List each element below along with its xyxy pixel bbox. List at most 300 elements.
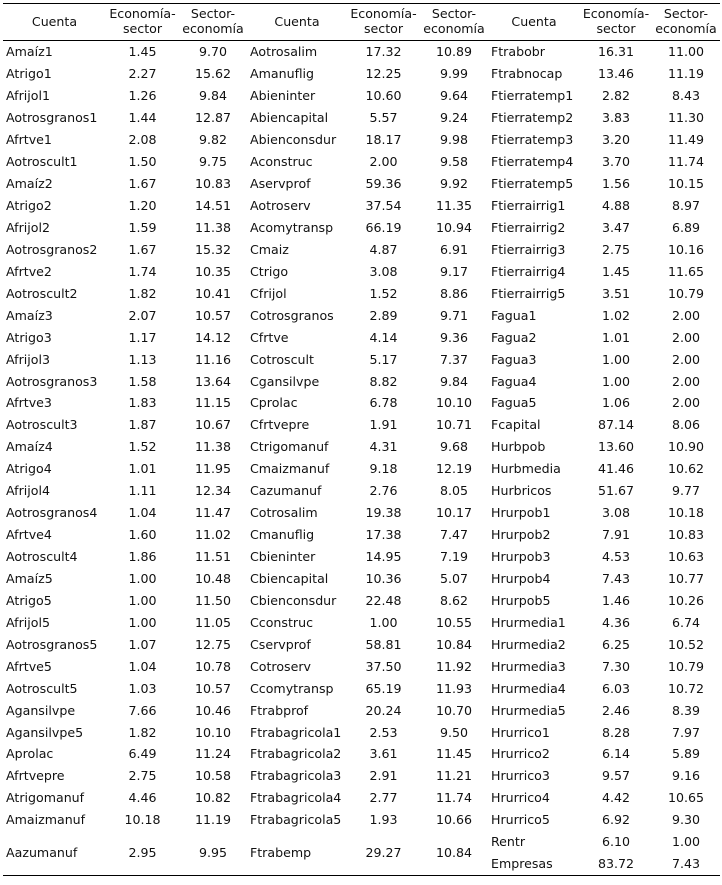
cuenta-cell: Cgansilvpe [250,373,320,389]
table-row [3,809,720,831]
economia-sector-cell: 1.03 [128,680,157,696]
economia-sector-cell: 22.48 [365,592,402,608]
sector-economia-cell: 9.82 [198,132,228,148]
sector-economia-cell: 9.16 [671,768,701,784]
economia-sector-cell: 1.44 [128,110,157,126]
sector-economia-cell: 10.90 [667,439,705,455]
sector-economia-cell: 11.47 [194,505,232,521]
cuenta-cell: Cazumanuf [250,483,322,499]
table-row [3,546,720,568]
header-cuenta: Cuenta [247,4,347,41]
economia-sector-cell: 7.30 [601,658,631,674]
table-row [3,568,720,590]
economia-sector-cell: 4.36 [601,614,631,630]
cuenta-cell: Ftierratemp2 [491,110,574,126]
sector-economia-cell: 8.05 [439,483,469,499]
sector-economia-cell: 8.97 [671,198,701,214]
cuenta-cell: Amaíz3 [6,307,53,323]
cuenta-cell: Afrtve5 [6,658,52,674]
sector-economia-cell: 10.41 [194,285,232,301]
sector-economia-cell: 11.24 [194,746,232,762]
sector-economia-cell: 10.18 [667,505,705,521]
economia-sector-cell: 1.46 [601,592,631,608]
economia-sector-cell: 1.52 [369,285,398,301]
cuenta-cell: Afrijol1 [6,88,50,104]
sector-economia-cell: 12.19 [435,461,473,477]
sector-economia-cell: 9.17 [439,263,469,279]
sector-economia-cell: 5.07 [439,570,469,586]
economia-sector-cell: 3.08 [369,263,398,279]
sector-economia-cell: 10.78 [194,658,232,674]
economia-sector-cell: 6.10 [601,833,631,849]
economia-sector-cell: 59.36 [365,176,402,192]
cuenta-cell: Fagua1 [491,307,537,323]
table-row [3,502,720,524]
cuenta-cell: Hrurpob1 [491,505,551,521]
sector-economia-cell: 10.79 [667,285,705,301]
cuenta-cell: Agansilvpe [6,702,76,718]
economia-sector-cell: 8.28 [601,724,631,740]
economia-sector-cell: 13.46 [597,66,635,82]
header-economia-sector: Economía- sector [106,4,179,41]
sector-economia-cell: 9.30 [671,812,701,828]
economia-sector-cell: 1.07 [128,636,157,652]
table-row [3,677,720,699]
sector-economia-cell: 5.89 [671,746,701,762]
economia-sector-cell: 6.49 [128,746,157,762]
sector-economia-cell: 10.16 [667,241,705,257]
sector-economia-cell: 9.98 [439,132,469,148]
economia-sector-cell: 3.70 [601,154,631,170]
cuenta-cell: Cmanuflig [250,527,315,543]
cuenta-cell: Ftrabagricola3 [250,768,342,784]
economia-sector-cell: 1.59 [128,219,157,235]
cuenta-cell: Ctrigo [250,263,289,279]
economia-sector-cell: 1.01 [128,461,157,477]
cuenta-cell: Amaíz2 [6,176,53,192]
economia-sector-cell: 4.87 [369,241,398,257]
cuenta-cell: Abienconsdur [250,132,337,148]
economia-sector-cell: 1.00 [601,373,631,389]
sector-economia-cell: 11.21 [435,768,473,784]
cuenta-cell: Afrtve3 [6,395,52,411]
cuenta-cell: Hrurpob4 [491,570,551,586]
sector-economia-cell: 11.30 [667,110,705,126]
cuenta-cell-stacked [488,831,580,876]
cuenta-cell: Afrijol3 [6,351,50,367]
cuenta-cell: Abiencapital [250,110,329,126]
economia-sector-cell: 2.77 [369,790,398,806]
cuenta-cell: Afrtve1 [6,132,52,148]
sector-economia-cell: 9.84 [439,373,469,389]
economia-sector-cell: 13.60 [597,439,635,455]
economia-sector-cell: 9.57 [601,768,631,784]
cuenta-cell: Aotroscult4 [6,549,78,565]
cuenta-cell: Atrigomanuf [6,790,85,806]
sector-economia-cell: 13.64 [194,373,232,389]
table-row [3,217,720,239]
table-row [3,589,720,611]
cuenta-cell: Cfrtve [250,329,289,345]
economia-sector-cell: 20.24 [365,702,402,718]
cuenta-cell: Cotrosgranos [250,307,334,323]
economia-sector-cell: 3.61 [369,746,398,762]
results-table-container [3,3,720,876]
economia-sector-cell: 1.60 [128,527,157,543]
cuenta-cell: Cbiencapital [250,570,329,586]
cuenta-cell: Afrijol5 [6,614,50,630]
cuenta-cell: Amaíz5 [6,570,53,586]
sector-economia-cell: 10.26 [667,592,705,608]
sector-economia-cell: 8.06 [671,417,701,433]
economia-sector-cell: 83.72 [597,855,635,871]
economia-sector-cell: 1.04 [128,505,157,521]
economia-sector-cell: 1.00 [601,351,631,367]
economia-sector-cell: 3.83 [601,110,631,126]
table-row [3,721,720,743]
economia-sector-cell: 1.86 [128,549,157,565]
table-row [3,85,720,107]
economia-sector-cell: 65.19 [365,680,402,696]
cuenta-cell: Hrurpob3 [491,549,551,565]
sector-economia-cell: 7.19 [439,549,469,565]
economia-sector-cell: 4.14 [369,329,398,345]
cuenta-cell: Aprolac [6,746,54,762]
sector-economia-cell: 8.39 [671,702,701,718]
table-row [3,282,720,304]
sector-economia-cell: 10.35 [194,263,232,279]
table-row [3,655,720,677]
economia-sector-cell: 6.03 [601,680,631,696]
sector-economia-cell: 11.00 [667,44,705,60]
sector-economia-cell: 11.45 [435,746,473,762]
cuenta-cell: Cfrtvepre [250,417,310,433]
cuenta-cell: Aazumanuf [3,831,106,876]
cuenta-cell: Ftrabprof [250,702,309,718]
header-sector-economia: Sector- economía [420,4,488,41]
sector-economia-cell: 10.57 [194,680,232,696]
sector-economia-cell: 7.37 [439,351,469,367]
sector-economia-cell: 10.57 [194,307,232,323]
table-row [3,743,720,765]
sector-economia-cell: 12.34 [194,483,232,499]
cuenta-cell: Ctrigomanuf [250,439,329,455]
table-row [3,831,720,876]
sector-economia-cell: 14.51 [194,198,232,214]
sector-economia-cell: 11.92 [435,658,473,674]
cuenta-cell: Cbieninter [250,549,316,565]
cuenta-cell: Cotroserv [250,658,311,674]
economia-sector-cell: 19.38 [365,505,402,521]
table-row [3,633,720,655]
economia-sector-cell: 2.46 [601,702,631,718]
table-row [3,370,720,392]
cuenta-cell: Ccomytransp [250,680,334,696]
cuenta-cell: Cmaizmanuf [250,461,330,477]
cuenta-cell: Ftrabagricola5 [250,812,342,828]
results-table [3,3,720,876]
cuenta-cell: Cotroscult [250,351,314,367]
table-row [3,107,720,129]
economia-sector-cell: 2.91 [369,768,398,784]
economia-sector-cell: 1.45 [128,44,157,60]
economia-sector-cell: 3.51 [601,285,631,301]
cuenta-cell: Hurbpob [491,439,546,455]
economia-sector-cell: 3.47 [601,219,631,235]
economia-sector-cell: 1.01 [601,329,631,345]
sector-economia-cell: 10.10 [194,724,232,740]
economia-sector-cell: 6.25 [601,636,631,652]
sector-economia-cell: 11.74 [667,154,705,170]
sector-economia-cell: 11.35 [435,198,473,214]
table-row [3,765,720,787]
table-row [3,41,720,63]
economia-sector-cell: 66.19 [365,219,402,235]
sector-economia-cell: 10.10 [435,395,473,411]
economia-sector-cell: 1.67 [128,241,157,257]
sector-economia-cell: 10.71 [435,417,473,433]
cuenta-cell: Ftrabagricola1 [250,724,342,740]
economia-sector-cell: 5.17 [369,351,398,367]
cuenta-cell: Hrurrico4 [491,790,550,806]
sector-economia-cell: 10.55 [435,614,473,630]
sector-economia-cell: 9.84 [198,88,228,104]
table-row [3,611,720,633]
cuenta-cell: Atrigo1 [6,66,52,82]
sector-economia-cell: 12.75 [194,636,232,652]
cuenta-cell: Hrurrico2 [491,746,550,762]
sector-economia-cell: 11.93 [435,680,473,696]
sector-economia-cell: 11.51 [194,549,232,565]
economia-sector-cell: 17.38 [365,527,402,543]
cuenta-cell: Ftrabagricola4 [250,790,342,806]
sector-economia-cell: 9.75 [198,154,228,170]
cuenta-cell: Fcapital [491,417,541,433]
cuenta-cell: Ftierrairrig2 [491,219,566,235]
economia-sector-cell: 1.82 [128,285,157,301]
economia-sector-cell: 51.67 [597,483,635,499]
sector-economia-cell: 11.38 [194,219,232,235]
cuenta-cell: Ftierratemp4 [491,154,574,170]
cuenta-cell: Ftierratemp3 [491,132,574,148]
sector-economia-cell: 7.47 [439,527,469,543]
sector-economia-cell: 2.00 [671,373,701,389]
economia-sector-cell: 4.53 [601,549,631,565]
economia-sector-cell: 1.00 [369,614,398,630]
table-row [3,458,720,480]
cuenta-cell: Afrtve2 [6,263,52,279]
economia-sector-cell: 1.17 [128,329,157,345]
sector-economia-cell: 10.65 [667,790,705,806]
economia-sector-cell: 1.06 [601,395,631,411]
cuenta-cell: Rentr [491,833,526,849]
cuenta-cell: Aotrosgranos3 [6,373,98,389]
cuenta-cell: Atrigo2 [6,198,52,214]
cuenta-cell: Hrurpob5 [491,592,551,608]
economia-sector-cell: 41.46 [597,461,635,477]
cuenta-cell: Afrtvepre [6,768,65,784]
cuenta-cell: Ftierratemp5 [491,176,574,192]
cuenta-cell: Aconstruc [250,154,313,170]
economia-sector-cell: 2.82 [601,88,631,104]
sector-economia-cell: 10.17 [435,505,473,521]
sector-economia-cell: 10.63 [667,549,705,565]
cuenta-cell: Cbienconsdur [250,592,337,608]
economia-sector-cell: 2.75 [601,241,631,257]
cuenta-cell: Fagua3 [491,351,537,367]
economia-sector-cell: 10.36 [365,570,402,586]
economia-sector-cell: 1.87 [128,417,157,433]
economia-sector-cell: 37.50 [365,658,402,674]
sector-economia-cell: 10.70 [435,702,473,718]
economia-sector-cell: 1.11 [128,483,157,499]
economia-sector-cell: 1.04 [128,658,157,674]
table-row [3,129,720,151]
cuenta-cell: Hrurrico3 [491,768,550,784]
sector-economia-cell: 9.99 [439,66,469,82]
cuenta-cell: Cfrijol [250,285,287,301]
economia-sector-cell: 2.89 [369,307,398,323]
economia-sector-cell: 18.17 [365,132,402,148]
sector-economia-cell: 10.67 [194,417,232,433]
table-row [3,195,720,217]
table-row [3,63,720,85]
table-row [3,787,720,809]
cuenta-cell: Afrijol2 [6,219,50,235]
sector-economia-cell: 10.94 [435,219,473,235]
cuenta-cell: Hrurmedia5 [491,702,566,718]
cuenta-cell: Aotroscult3 [6,417,78,433]
economia-sector-cell: 1.50 [128,154,157,170]
cuenta-cell: Amaíz4 [6,439,53,455]
cuenta-cell: Amaizmanuf [6,812,86,828]
sector-economia-cell: 10.79 [667,658,705,674]
economia-sector-cell: 7.66 [128,702,157,718]
cuenta-cell: Cprolac [250,395,298,411]
economia-sector-cell: 1.13 [128,351,157,367]
sector-economia-cell: 11.95 [194,461,232,477]
economia-sector-cell: 1.52 [128,439,157,455]
cuenta-cell: Empresas [491,855,553,871]
table-row [3,699,720,721]
economia-sector-cell: 17.32 [365,44,402,60]
sector-economia-cell: 10.84 [435,636,473,652]
economia-sector-cell: 1.56 [601,176,631,192]
sector-economia-cell: 9.58 [439,154,469,170]
economia-sector-cell: 10.18 [124,812,161,828]
economia-sector-cell: 7.91 [601,527,631,543]
sector-economia-cell: 10.77 [667,570,705,586]
sector-economia-cell: 10.46 [194,702,232,718]
economia-sector-cell: 1.26 [128,88,157,104]
economia-sector-cell: 1.74 [128,263,157,279]
sector-economia-cell: 9.50 [439,724,469,740]
sector-economia-cell: 11.19 [194,812,232,828]
cuenta-cell: Hrurmedia2 [491,636,566,652]
sector-economia-cell: 10.84 [420,831,488,876]
sector-economia-cell: 8.62 [439,592,469,608]
cuenta-cell: Cotrosalim [250,505,318,521]
economia-sector-cell: 9.18 [369,461,398,477]
table-body [3,41,720,876]
cuenta-cell: Amanuflig [250,66,314,82]
economia-sector-cell: 1.82 [128,724,157,740]
cuenta-cell: Aotrosgranos2 [6,241,98,257]
economia-sector-cell: 1.91 [369,417,398,433]
cuenta-cell: Hrurpob2 [491,527,551,543]
economia-sector-cell: 58.81 [365,636,402,652]
sector-economia-cell: 11.19 [667,66,705,82]
cuenta-cell: Ftrabobr [491,44,545,60]
sector-economia-cell: 2.00 [671,395,701,411]
table-row [3,238,720,260]
cuenta-cell: Ftrabemp [247,831,347,876]
cuenta-cell: Ftrabnocap [491,66,563,82]
economia-sector-cell: 2.75 [128,768,157,784]
cuenta-cell: Hurbricos [491,483,552,499]
table-row [3,173,720,195]
table-row [3,436,720,458]
economia-sector-cell: 14.95 [365,549,402,565]
economia-sector-cell: 2.07 [128,307,157,323]
cuenta-cell: Ftierrairrig1 [491,198,566,214]
economia-sector-cell: 6.92 [601,812,631,828]
economia-sector-cell: 4.46 [128,790,157,806]
sector-economia-cell: 10.52 [667,636,705,652]
sector-economia-cell: 11.15 [194,395,232,411]
header-sector-economia: Sector- economía [652,4,720,41]
sector-economia-cell: 11.50 [194,592,232,608]
sector-economia-cell: 2.00 [671,307,701,323]
sector-economia-cell: 9.77 [671,483,701,499]
sector-economia-cell: 10.72 [667,680,705,696]
sector-economia-cell: 9.24 [439,110,469,126]
sector-economia-cell: 10.83 [194,176,232,192]
cuenta-cell: Cservprof [250,636,311,652]
table-row [3,151,720,173]
sector-economia-cell: 14.12 [194,329,232,345]
cuenta-cell: Aotrosalim [250,44,318,60]
sector-economia-cell: 2.00 [671,329,701,345]
economia-sector-cell: 12.25 [365,66,402,82]
cuenta-cell: Aotroscult2 [6,285,78,301]
cuenta-cell: Fagua2 [491,329,537,345]
cuenta-cell: Atrigo5 [6,592,52,608]
economia-sector-cell: 2.00 [369,154,398,170]
sector-economia-cell: 9.70 [198,44,228,60]
cuenta-cell: Cconstruc [250,614,313,630]
cuenta-cell: Ftrabagricola2 [250,746,342,762]
cuenta-cell: Hurbmedia [491,461,561,477]
table-row [3,392,720,414]
economia-sector-cell: 3.08 [601,505,631,521]
economia-sector-cell: 1.58 [128,373,157,389]
cuenta-cell: Abieninter [250,88,316,104]
economia-sector-cell: 29.27 [347,831,420,876]
economia-sector-cell: 10.60 [365,88,402,104]
sector-economia-cell: 11.65 [667,263,705,279]
sector-economia-cell: 7.97 [671,724,701,740]
sector-economia-cell: 9.95 [179,831,247,876]
economia-sector-cell: 1.93 [369,812,398,828]
cuenta-cell: Aotrosgranos1 [6,110,98,126]
cuenta-cell: Ftierrairrig4 [491,263,566,279]
economia-sector-cell: 2.27 [128,66,157,82]
economia-sector-cell: 1.00 [128,570,157,586]
cuenta-cell: Aotrosgranos5 [6,636,98,652]
table-header [3,4,720,41]
sector-economia-cell: 11.49 [667,132,705,148]
